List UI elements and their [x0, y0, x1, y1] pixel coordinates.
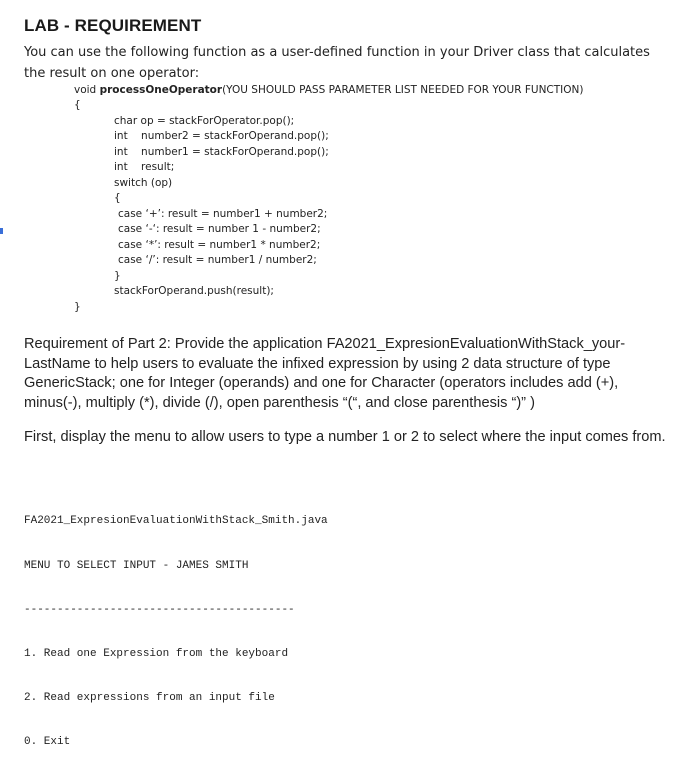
page-heading: LAB - REQUIREMENT: [24, 16, 202, 35]
code-line-push: stackForOperand.push(result);: [114, 285, 274, 297]
console-option-0: 0. Exit: [24, 735, 71, 748]
signature-parameters: (YOU SHOULD PASS PARAMETER LIST NEEDED FOR YOUR FUNCTION): [222, 84, 584, 96]
console-option-1: 1. Read one Expression from the keyboard: [24, 647, 289, 660]
function-close-brace: }: [74, 301, 81, 313]
code-line-result: int result;: [114, 161, 175, 173]
menu-instruction-paragraph: First, display the menu to allow users to type a number 1 or 2 to select where the input comes from.: [24, 429, 666, 445]
console-menu-title: MENU TO SELECT INPUT - JAMES SMITH: [24, 559, 249, 572]
code-line-number1: int number1 = stackForOperand.pop();: [114, 146, 329, 158]
signature-function-name: processOneOperator: [99, 84, 223, 96]
console-option-2: 2. Read expressions from an input file: [24, 691, 275, 704]
console-file-name: FA2021_ExpresionEvaluationWithStack_Smith.java: [24, 515, 328, 528]
code-line-number2: int number2 = stackForOperand.pop();: [114, 130, 329, 142]
switch-close-brace: }: [114, 270, 121, 282]
function-signature: [74, 83, 584, 98]
case-add: case ‘+’: result = number1 + number2;: [118, 208, 328, 220]
requirement-paragraph: Requirement of Part 2: Provide the application FA2021_ExpresionEvaluationWithStack_your-LastName to help users to evaluate the infixed expression by using 2 data structure of type GenericStack; one for Integer (operands) and one for Character (operators includes add (+), minus(-), multiply (*), divide (/), open parenthesis “(“, and close parenthesis “)” ): [24, 336, 626, 411]
code-line-op: char op = stackForOperator.pop();: [114, 115, 295, 127]
margin-marker: [0, 228, 3, 234]
code-line-switch: switch (op): [114, 177, 173, 189]
console-separator: -----------------------------------------: [24, 603, 295, 616]
switch-open-brace: {: [114, 192, 121, 204]
intro-paragraph: You can use the following function as a user-defined function in your Driver class that calculates the result on one operator:: [24, 45, 650, 81]
signature-return-type: void: [74, 84, 100, 96]
function-open-brace: {: [74, 99, 81, 111]
case-subtract: case ‘-‘: result = number 1 - number2;: [118, 223, 321, 235]
case-multiply: case ‘*’: result = number1 * number2;: [118, 239, 321, 251]
console-output: [24, 485, 328, 764]
case-divide: case ‘/’: result = number1 / number2;: [118, 254, 317, 266]
